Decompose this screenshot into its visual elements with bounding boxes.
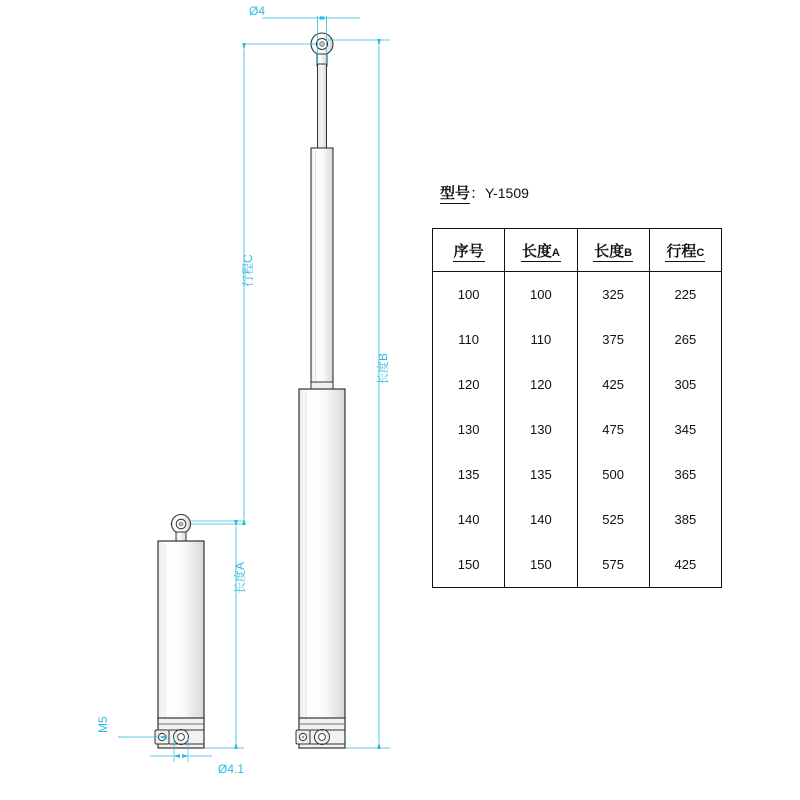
cell-stroke-c: 345	[674, 422, 697, 437]
compressed-gas-spring	[155, 515, 204, 749]
table-row	[433, 407, 722, 452]
cell-length-b: 375	[577, 317, 649, 362]
model-line	[440, 182, 529, 203]
label-m5-thread: M5	[96, 716, 110, 733]
cell-length-a: 135	[505, 452, 577, 497]
col-header-index: 序号	[433, 229, 505, 272]
cell-length-a: 120	[505, 362, 577, 407]
table-row	[433, 497, 722, 542]
model-separator: ：	[470, 185, 486, 202]
cell-stroke-c: 365	[674, 467, 697, 482]
table-row	[433, 542, 722, 588]
cell-index: 150	[433, 542, 505, 588]
cell-length-b: 475	[577, 407, 649, 452]
cell-stroke-c: 305	[674, 377, 697, 392]
cell-length-b: 425	[577, 362, 649, 407]
cell-length-a: 130	[505, 407, 577, 452]
label-length-b: 长度B	[376, 352, 390, 385]
extended-gas-spring	[296, 33, 345, 748]
cell-stroke-c: 385	[674, 512, 697, 527]
col-header-length-a: 长度A	[505, 229, 577, 272]
cell-length-a: 110	[505, 317, 577, 362]
cell-index: 110	[433, 317, 505, 362]
cell-length-a: 150	[505, 542, 577, 588]
label-length-a: 长度A	[233, 561, 247, 594]
cell-length-a: 100	[505, 272, 577, 318]
cell-length-b: 525	[577, 497, 649, 542]
cell-length-b: 325	[577, 272, 649, 318]
table-row	[433, 317, 722, 362]
col-header-length-b: 长度B	[577, 229, 649, 272]
table-row	[433, 362, 722, 407]
table-row	[433, 452, 722, 497]
table-row	[433, 272, 722, 318]
cell-index: 140	[433, 497, 505, 542]
label-stroke-c: 行程C	[241, 254, 255, 287]
cell-stroke-c: 225	[674, 287, 697, 302]
label-rod-diameter: Ø4	[249, 4, 266, 18]
cell-stroke-c: 425	[674, 557, 697, 572]
cell-stroke-c: 265	[674, 332, 697, 347]
eyelet-top-compressed	[172, 515, 191, 534]
model-value: Y-1509	[485, 185, 529, 201]
cell-length-b: 500	[577, 452, 649, 497]
label-pin-diameter: Ø4.1	[218, 762, 245, 776]
cell-index: 135	[433, 452, 505, 497]
model-label: 型号	[440, 185, 471, 202]
col-header-stroke-c: 行程C	[649, 229, 721, 272]
spec-table	[432, 228, 722, 588]
cell-index: 130	[433, 407, 505, 452]
cell-length-a: 140	[505, 497, 577, 542]
table-header-row	[433, 229, 722, 272]
cell-index: 120	[433, 362, 505, 407]
cell-index: 100	[433, 272, 505, 318]
cell-length-b: 575	[577, 542, 649, 588]
